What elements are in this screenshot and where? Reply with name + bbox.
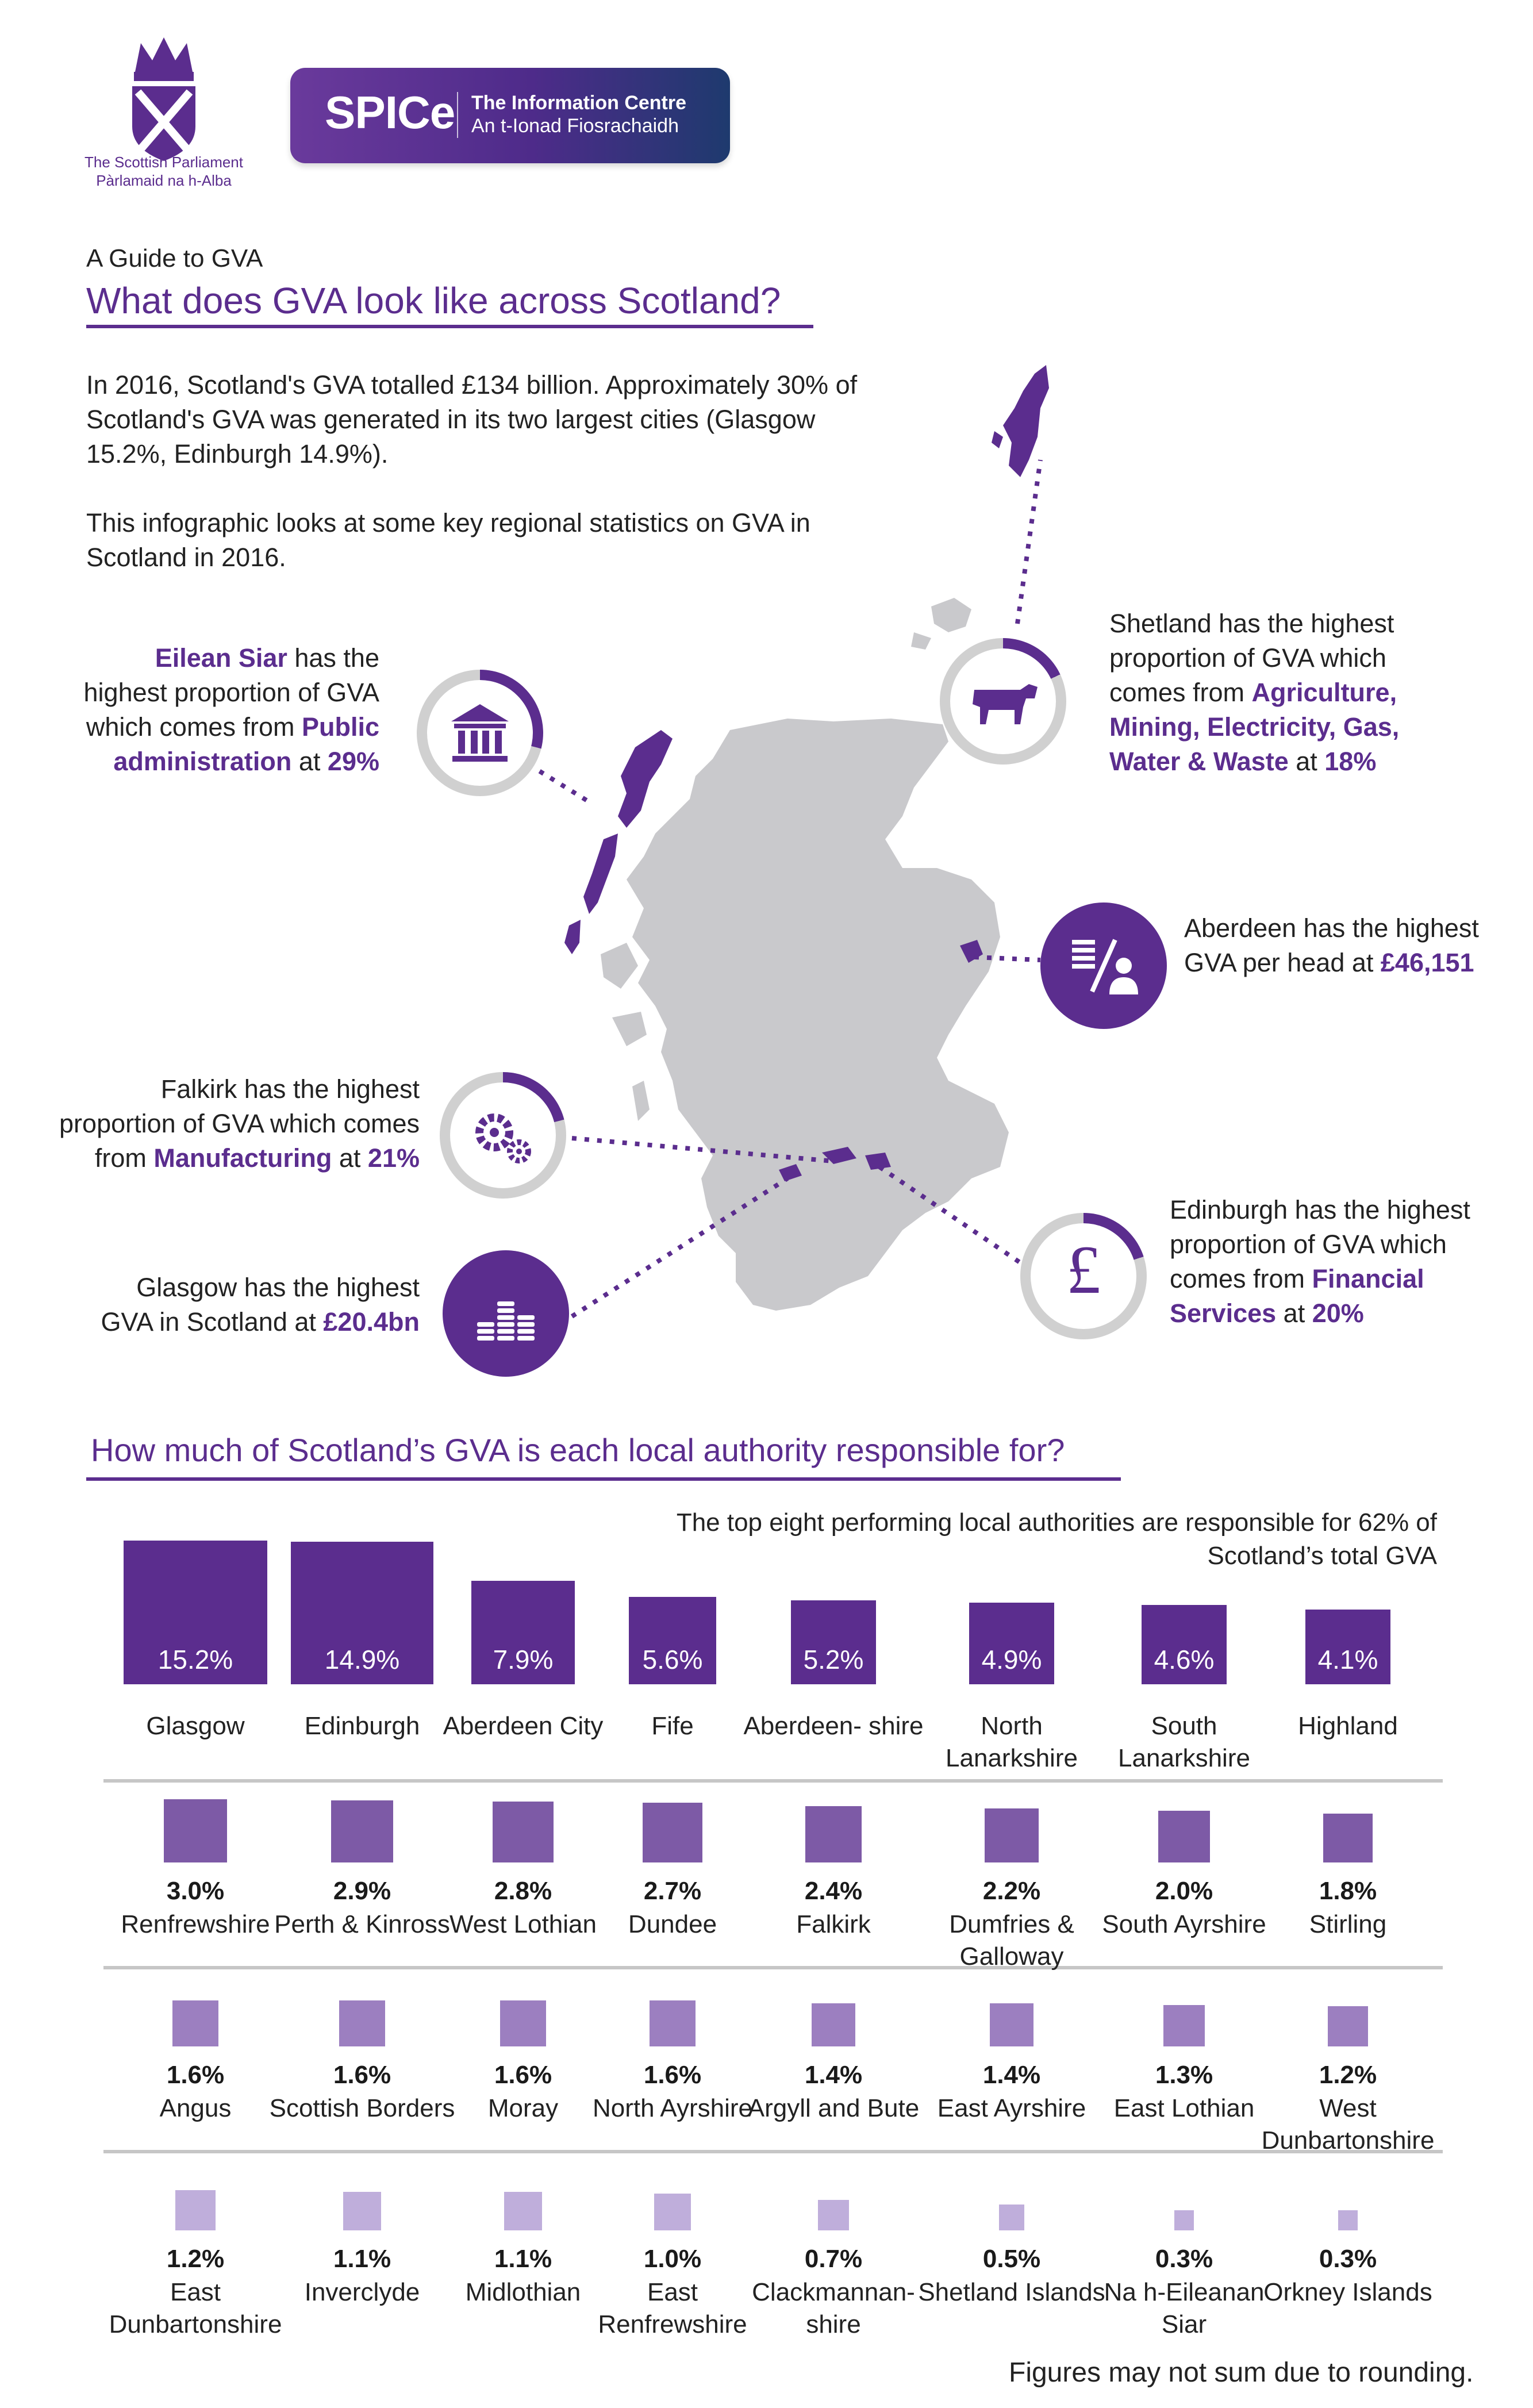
- intro-paragraph-2: This infographic looks at some key regional statistics on GVA in Scotland in 2016.: [86, 508, 810, 572]
- top8-name-label: South Lanarkshire: [1118, 1712, 1250, 1772]
- top8-name-label: Aberdeen City: [443, 1712, 604, 1740]
- authority-name-label: East Renfrewshire: [598, 2278, 747, 2338]
- org-name: The Scottish Parliament: [84, 153, 243, 171]
- authority-name-label: Falkirk: [796, 1910, 871, 1938]
- authority-square: [650, 2000, 696, 2046]
- divider-1: [103, 1779, 1443, 1783]
- authority-value-label: 1.2%: [1319, 2061, 1377, 2089]
- authority-value-label: 0.3%: [1319, 2245, 1377, 2273]
- authority-name-label: East Dunbartonshire: [109, 2278, 282, 2338]
- authority-square: [985, 1808, 1039, 1862]
- spice-tagline: The Information Centre: [471, 92, 687, 114]
- top8-name-label: Highland: [1298, 1712, 1398, 1740]
- authority-value-label: 0.5%: [982, 2245, 1041, 2273]
- coins-icon: [468, 1279, 543, 1348]
- authority-value-label: 1.8%: [1319, 1877, 1377, 1905]
- authority-value-label: 2.9%: [333, 1877, 391, 1905]
- government-building-icon: [445, 698, 514, 767]
- authority-value-label: 1.0%: [643, 2245, 702, 2273]
- authority-square: [164, 1799, 227, 1862]
- authority-square: [339, 2000, 385, 2046]
- authority-name-label: Na h-Eileanan Siar: [1104, 2278, 1265, 2338]
- authority-name-label: Midlothian: [465, 2278, 581, 2306]
- authority-name-label: East Ayrshire: [937, 2094, 1086, 2122]
- authority-square: [818, 2200, 848, 2230]
- authority-name-label: Stirling: [1309, 1910, 1387, 1938]
- authority-name-label: Orkney Islands: [1263, 2278, 1432, 2306]
- authority-name-label: Inverclyde: [304, 2278, 420, 2306]
- authority-value-label: 1.4%: [804, 2061, 863, 2089]
- authority-name-label: West Dunbartonshire: [1261, 2094, 1435, 2154]
- authority-value-label: 2.4%: [804, 1877, 863, 1905]
- authority-value-label: 0.3%: [1155, 2245, 1213, 2273]
- guide-label: A Guide to GVA: [86, 244, 263, 272]
- page-title: What does GVA look like across Scotland?: [86, 280, 781, 321]
- authority-square: [1328, 2006, 1368, 2046]
- edinburgh-callout: Edinburgh has the highest proportion of GVA which comes from Financial Services at 20%: [1170, 1195, 1470, 1328]
- authority-square: [805, 1806, 862, 1862]
- top8-value-label: 4.1%: [1317, 1645, 1378, 1675]
- authority-square: [504, 2192, 543, 2230]
- top8-value-label: 4.9%: [981, 1645, 1042, 1675]
- authority-name-label: West Lothian: [449, 1910, 597, 1938]
- top-eight-note: The top eight performing local authorities are responsible for 62% of Scotland’s total GVA: [676, 1508, 1437, 1570]
- person-per-head-icon: [1066, 928, 1141, 1003]
- authority-square: [331, 1800, 393, 1862]
- glasgow-callout: Glasgow has the highest GVA in Scotland at £20.4bn: [101, 1273, 420, 1337]
- top8-name-label: Edinburgh: [304, 1712, 420, 1740]
- authority-square: [500, 2000, 546, 2046]
- cow-icon: [966, 673, 1040, 730]
- authority-value-label: 1.2%: [166, 2245, 225, 2273]
- authority-square: [654, 2194, 691, 2230]
- authority-value-label: 3.0%: [166, 1877, 225, 1905]
- top8-value-label: 5.6%: [642, 1645, 703, 1675]
- authority-value-label: 1.4%: [982, 2061, 1041, 2089]
- authority-square: [999, 2205, 1025, 2230]
- divider-3: [103, 2150, 1443, 2153]
- section-title: How much of Scotland’s GVA is each local authority responsible for?: [91, 1432, 1065, 1468]
- authority-square: [1163, 2005, 1205, 2046]
- authority-value-label: 1.1%: [494, 2245, 552, 2273]
- authority-value-label: 2.2%: [982, 1877, 1041, 1905]
- authority-square: [175, 2190, 216, 2230]
- authority-square: [812, 2003, 855, 2046]
- top8-value-label: 5.2%: [803, 1645, 864, 1675]
- authority-name-label: North Ayrshire: [593, 2094, 752, 2122]
- spice-tagline-gaelic: An t-Ionad Fiosrachaidh: [471, 115, 679, 137]
- org-name-gaelic: Pàrlamaid na h-Alba: [96, 172, 232, 189]
- gears-icon: [468, 1101, 537, 1170]
- authority-value-label: 1.6%: [643, 2061, 702, 2089]
- falkirk-callout: Falkirk has the highest proportion of GVA which comes from Manufacturing at 21%: [59, 1074, 420, 1173]
- authority-value-label: 1.6%: [166, 2061, 225, 2089]
- top8-value-label: 7.9%: [493, 1645, 554, 1675]
- authority-square: [343, 2192, 382, 2230]
- authority-name-label: Clackmannan-shire: [752, 2278, 915, 2338]
- top8-name-label: Fife: [651, 1712, 694, 1740]
- authority-name-label: Argyll and Bute: [747, 2094, 920, 2122]
- shetland-callout: Shetland has the highest proportion of GVA which comes from Agriculture, Mining, Electricity, Gas, Water & Waste at 18%: [1109, 609, 1400, 776]
- authority-name-label: Scottish Borders: [269, 2094, 455, 2122]
- authority-value-label: 1.6%: [333, 2061, 391, 2089]
- section-rule: [86, 1477, 1121, 1481]
- authority-value-label: 0.7%: [804, 2245, 863, 2273]
- authority-value-label: 1.3%: [1155, 2061, 1213, 2089]
- authority-square: [1338, 2210, 1358, 2230]
- authority-square: [990, 2003, 1033, 2046]
- authority-value-label: 2.0%: [1155, 1877, 1213, 1905]
- top8-name-label: North Lanarkshire: [946, 1712, 1078, 1772]
- top8-value-label: 4.6%: [1154, 1645, 1215, 1675]
- authority-square: [1174, 2210, 1194, 2230]
- authority-value-label: 1.1%: [333, 2245, 391, 2273]
- authority-square: [1158, 1811, 1210, 1862]
- aberdeen-callout: Aberdeen has the highest GVA per head at £46,151: [1184, 913, 1479, 977]
- top8-name-label: Glasgow: [146, 1712, 245, 1740]
- authority-name-label: South Ayrshire: [1102, 1910, 1266, 1938]
- authority-name-label: East Lothian: [1113, 2094, 1255, 2122]
- authority-name-label: Renfrewshire: [121, 1910, 270, 1938]
- authority-value-label: 2.8%: [494, 1877, 552, 1905]
- authority-name-label: Shetland Islands: [918, 2278, 1105, 2306]
- authority-square: [1323, 1814, 1372, 1862]
- authority-name-label: Angus: [159, 2094, 232, 2122]
- top8-value-label: 15.2%: [157, 1645, 233, 1675]
- authority-value-label: 1.6%: [494, 2061, 552, 2089]
- pound-icon: £: [1066, 1231, 1101, 1308]
- authority-value-label: 2.7%: [643, 1877, 702, 1905]
- authority-name-label: Dundee: [628, 1910, 717, 1938]
- authority-name-label: Perth & Kinross: [274, 1910, 450, 1938]
- divider-2: [103, 1966, 1443, 1969]
- authority-name-label: Moray: [487, 2094, 559, 2122]
- intro-paragraph-1: In 2016, Scotland's GVA totalled £134 billion. Approximately 30% of Scotland's GVA was generated in its two largest cities (Glasgow 15.2%, Edinburgh 14.9%).: [86, 370, 858, 468]
- top8-value-label: 14.9%: [324, 1645, 400, 1675]
- top8-name-label: Aberdeen- shire: [743, 1712, 924, 1740]
- footnote: Figures may not sum due to rounding.: [1009, 2357, 1474, 2388]
- authority-square: [172, 2000, 218, 2046]
- spice-brand: SPICe: [325, 87, 455, 138]
- authority-square: [493, 1802, 554, 1862]
- authority-name-label: Dumfries & Galloway: [949, 1910, 1074, 1971]
- eilean-siar-callout: Eilean Siar has the highest proportion of GVA which comes from Public administration at 29%: [83, 643, 379, 776]
- authority-square: [643, 1803, 702, 1862]
